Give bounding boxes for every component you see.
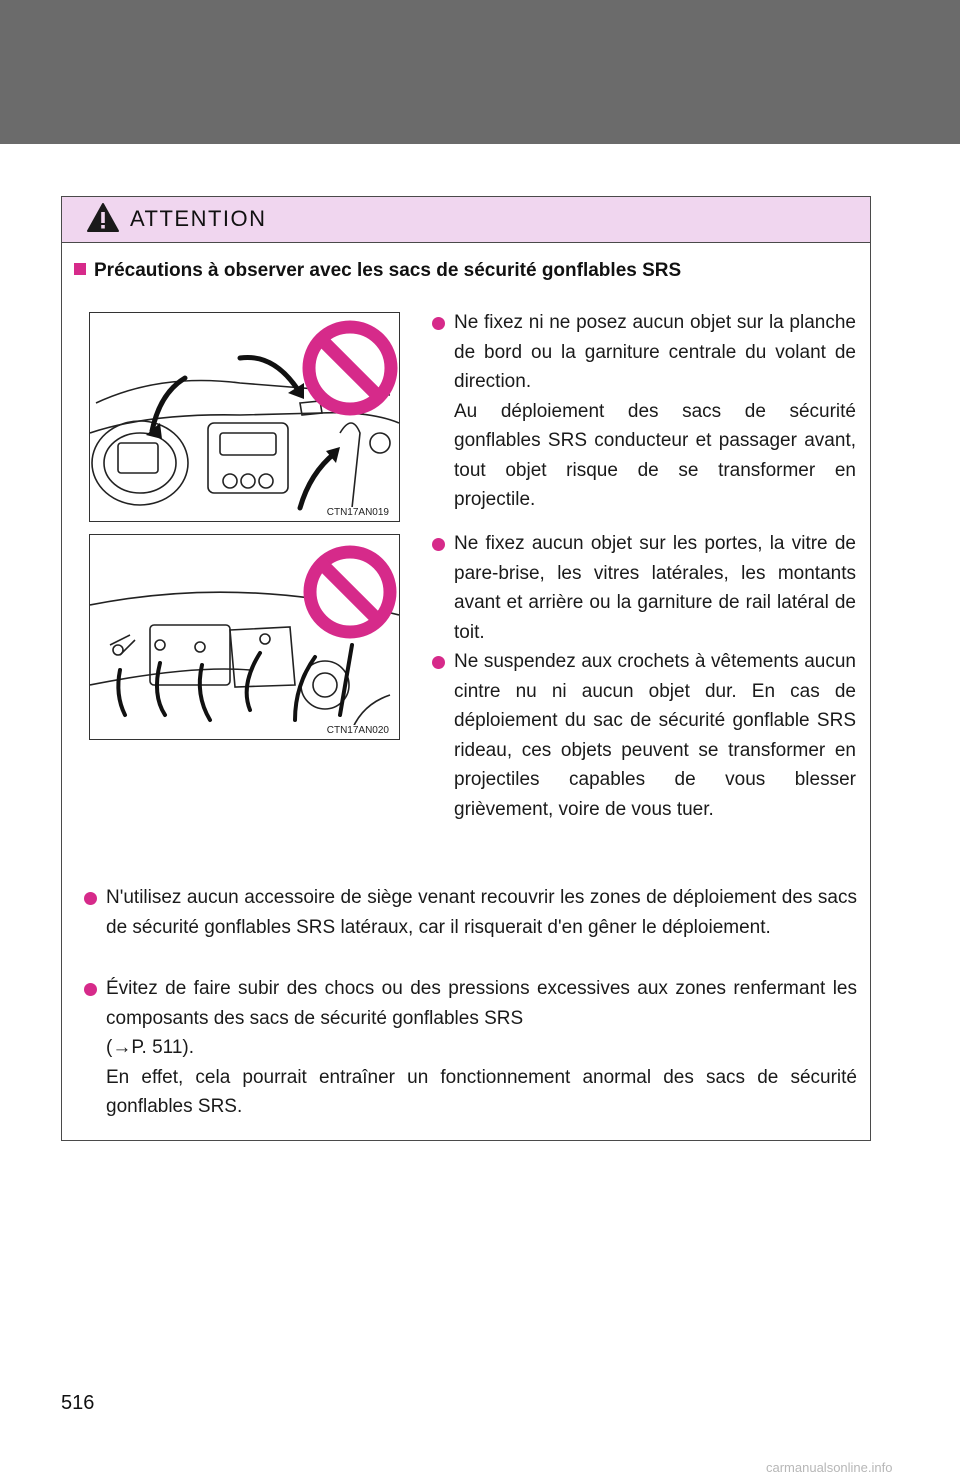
cabin-illustration [90, 535, 399, 739]
bullet-item: N'utilisez aucun accessoire de siège venant recouvrir les zones de déploiement des sacs de sécurité gonflables SRS latéraux, car il risquerait d'en gêner le déploiement. [84, 883, 857, 942]
page-number: 516 [61, 1392, 95, 1414]
watermark: carmanualsonline.info [766, 1460, 893, 1475]
bullet-dot-icon [432, 656, 445, 669]
header-band [0, 0, 960, 144]
figure-code: CTN17AN020 [326, 725, 389, 736]
figure-code: CTN17AN019 [326, 507, 389, 518]
caution-header [62, 197, 870, 243]
warning-triangle-icon [86, 202, 120, 233]
square-bullet-icon [74, 263, 86, 275]
bullet-item: Ne fixez aucun objet sur les portes, la vitre de pare-brise, les vitres latérales, les montants avant et arrière ou la garniture de rail latéral de toit. [432, 529, 856, 647]
full-bullets [84, 974, 857, 1122]
bullet-item: Évitez de faire subir des chocs ou des pressions excessives aux zones renfermant les composants des sacs de sécurité gonflables SRS (→P. 511). En effet, cela pourrait entraîner un fonctionnement anormal des sacs de sécurité gonflables SRS. [84, 974, 857, 1122]
caution-title: ATTENTION [130, 206, 267, 231]
figure-cabin [89, 534, 400, 740]
prohibition-sign-icon [310, 552, 390, 632]
dashboard-illustration [90, 313, 399, 521]
bullet-dot-icon [432, 317, 445, 330]
caution-box [61, 196, 871, 1141]
full-bullets [84, 883, 857, 942]
bullet-item: Ne fixez ni ne posez aucun objet sur la planche de bord ou la garniture centrale du volant de direction. Au déploiement des sacs de sécurité gonflables SRS conducteur et passager avant, tout objet risque de se transformer en projectile. [432, 308, 856, 515]
figure-dashboard [89, 312, 400, 522]
bullet-dot-icon [84, 983, 97, 996]
bullet-dot-icon [432, 538, 445, 551]
right-bullets [432, 647, 856, 824]
bullet-item: Ne suspendez aux crochets à vêtements aucun cintre nu ni aucun objet dur. En cas de déploiement du sac de sécurité gonflable SRS rideau, ces objets peuvent se transformer en projectiles capables de vous blesser grièvement, voire de vous tuer. [432, 647, 856, 824]
bullet-dot-icon [84, 892, 97, 905]
section-heading: Précautions à observer avec les sacs de sécurité gonflables SRS [74, 260, 681, 282]
prohibition-sign-icon [309, 327, 391, 409]
right-bullets [432, 308, 856, 515]
right-bullets [432, 529, 856, 647]
